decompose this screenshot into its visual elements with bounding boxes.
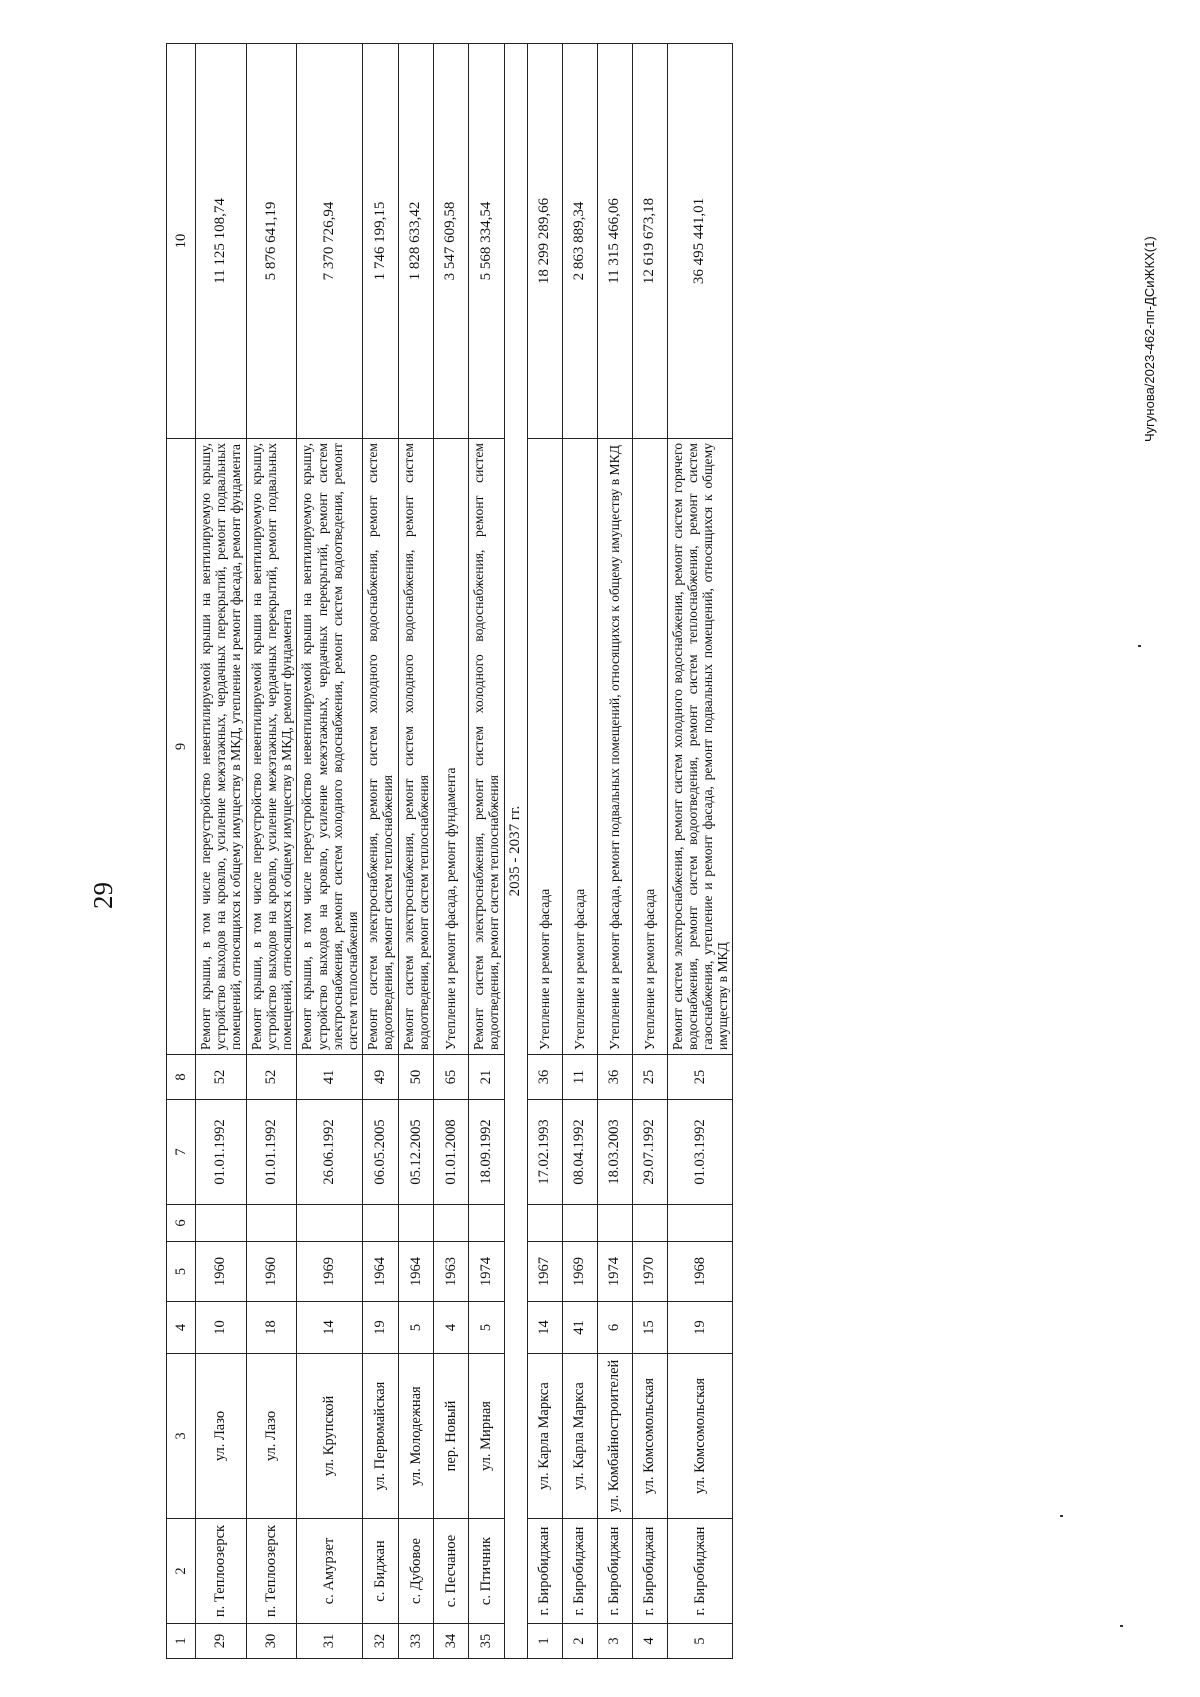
cell-col6 — [398, 1205, 433, 1242]
cell-no: 33 — [398, 1624, 433, 1659]
cell-no: 29 — [196, 1624, 247, 1659]
cell-settlement: г. Биробиджан — [667, 1519, 733, 1624]
cell-sum: 11 125 108,74 — [196, 44, 247, 439]
cell-wear: 36 — [597, 1055, 632, 1100]
cell-year: 1963 — [434, 1242, 469, 1302]
cell-wear: 49 — [363, 1055, 398, 1100]
table-row — [363, 44, 398, 1659]
cell-wear: 52 — [246, 1055, 297, 1100]
header-cell: 2 — [167, 1519, 196, 1624]
cell-sum: 2 863 889,34 — [562, 44, 597, 439]
cell-sum: 1 746 199,15 — [363, 44, 398, 439]
header-cell: 4 — [167, 1302, 196, 1354]
cell-col6 — [597, 1205, 632, 1242]
cell-date: 18.03.2003 — [597, 1100, 632, 1205]
cell-street: ул. Крупской — [297, 1354, 363, 1519]
cell-year: 1970 — [632, 1242, 667, 1302]
cell-wear: 25 — [667, 1055, 733, 1100]
cell-wear: 41 — [297, 1055, 363, 1100]
cell-works: Утепление и ремонт фасада — [527, 439, 562, 1055]
cell-house: 18 — [246, 1302, 297, 1354]
header-cell: 9 — [167, 439, 196, 1055]
cell-col6 — [667, 1205, 733, 1242]
page-number: 29 — [88, 882, 118, 909]
capital-repair-table — [166, 43, 733, 1659]
cell-settlement: г. Биробиджан — [527, 1519, 562, 1624]
cell-settlement: г. Биробиджан — [562, 1519, 597, 1624]
cell-settlement: п. Теплоозерск — [196, 1519, 247, 1624]
cell-sum: 5 876 641,19 — [246, 44, 297, 439]
cell-date: 05.12.2005 — [398, 1100, 433, 1205]
cell-no: 35 — [469, 1624, 504, 1659]
cell-no: 2 — [562, 1624, 597, 1659]
table-row — [196, 44, 247, 1659]
cell-col6 — [469, 1205, 504, 1242]
cell-works: Ремонт крыши, в том числе переустройство невентилируемой крыши на вентилируемую крышу, устройство выходов на кровлю, усиление межэтажных, чердачных перекрытий, ремонт подвальных помещений, относящихся к общему имуществу в МКД, ремонт фундамента — [246, 439, 297, 1055]
table-row — [246, 44, 297, 1659]
scan-speck — [1120, 1625, 1123, 1627]
cell-street: ул. Мирная — [469, 1354, 504, 1519]
cell-wear: 25 — [632, 1055, 667, 1100]
table-row — [398, 44, 433, 1659]
cell-wear: 52 — [196, 1055, 247, 1100]
scan-speck — [1138, 645, 1141, 647]
cell-house: 5 — [469, 1302, 504, 1354]
cell-house: 14 — [297, 1302, 363, 1354]
cell-col6 — [527, 1205, 562, 1242]
cell-works: Ремонт крыши, в том числе переустройство невентилируемой крыши на вентилируемую крышу, устройство выходов на кровлю, усиление межэтажных, чердачных перекрытий, ремонт систем электроснабжения, ремонт систем холодного водоснабжения, ремонт систем водоотведения, ремонт систем теплоснабжения — [297, 439, 363, 1055]
table-row — [667, 44, 733, 1659]
cell-no: 5 — [667, 1624, 733, 1659]
cell-sum: 5 568 334,54 — [469, 44, 504, 439]
table-row — [527, 44, 562, 1659]
cell-street: ул. Лазо — [196, 1354, 247, 1519]
cell-street: ул. Комсомольская — [632, 1354, 667, 1519]
cell-works: Ремонт систем электроснабжения, ремонт систем холодного водоснабжения, ремонт систем водоотведения, ремонт систем теплоснабжения — [398, 439, 433, 1055]
cell-works: Утепление и ремонт фасада, ремонт фундамента — [434, 439, 469, 1055]
header-cell: 7 — [167, 1100, 196, 1205]
cell-date: 01.01.1992 — [196, 1100, 247, 1205]
cell-street: ул. Первомайская — [363, 1354, 398, 1519]
header-cell: 8 — [167, 1055, 196, 1100]
period-label: 2035 - 2037 гг. — [504, 44, 527, 1659]
cell-year: 1964 — [398, 1242, 433, 1302]
cell-no: 4 — [632, 1624, 667, 1659]
cell-settlement: с. Песчаное — [434, 1519, 469, 1624]
cell-house: 14 — [527, 1302, 562, 1354]
header-cell: 10 — [167, 44, 196, 439]
table-row — [434, 44, 469, 1659]
table-row — [562, 44, 597, 1659]
cell-date: 26.06.1992 — [297, 1100, 363, 1205]
cell-date: 18.09.1992 — [469, 1100, 504, 1205]
cell-settlement: г. Биробиджан — [632, 1519, 667, 1624]
cell-street: ул. Лазо — [246, 1354, 297, 1519]
cell-date: 29.07.1992 — [632, 1100, 667, 1205]
cell-year: 1968 — [667, 1242, 733, 1302]
cell-year: 1974 — [597, 1242, 632, 1302]
table-row — [297, 44, 363, 1659]
cell-sum: 3 547 609,58 — [434, 44, 469, 439]
cell-no: 34 — [434, 1624, 469, 1659]
cell-date: 01.01.1992 — [246, 1100, 297, 1205]
cell-year: 1969 — [297, 1242, 363, 1302]
cell-col6 — [562, 1205, 597, 1242]
cell-settlement: с. Птичник — [469, 1519, 504, 1624]
cell-no: 32 — [363, 1624, 398, 1659]
cell-street: ул. Карла Маркса — [562, 1354, 597, 1519]
cell-col6 — [363, 1205, 398, 1242]
cell-wear: 36 — [527, 1055, 562, 1100]
cell-street: ул. Комбайностроителей — [597, 1354, 632, 1519]
header-cell: 1 — [167, 1624, 196, 1659]
cell-street: ул. Карла Маркса — [527, 1354, 562, 1519]
cell-sum: 18 299 289,66 — [527, 44, 562, 439]
cell-col6 — [196, 1205, 247, 1242]
cell-street: ул. Молодежная — [398, 1354, 433, 1519]
cell-sum: 7 370 726,94 — [297, 44, 363, 439]
cell-wear: 65 — [434, 1055, 469, 1100]
cell-year: 1960 — [196, 1242, 247, 1302]
cell-date: 17.02.1993 — [527, 1100, 562, 1205]
cell-street: пер. Новый — [434, 1354, 469, 1519]
cell-year: 1964 — [363, 1242, 398, 1302]
cell-works: Ремонт систем электроснабжения, ремонт систем холодного водоснабжения, ремонт систем горячего водоснабжения, ремонт систем водоотведения, ремонт систем теплоснабжения, ремонт систем газоснабжения, утепление и ремонт фасада, ремонт подвальных помещений, относящихся к общему имуществу в МКД — [667, 439, 733, 1055]
cell-house: 19 — [363, 1302, 398, 1354]
scan-speck — [1060, 1515, 1063, 1517]
cell-settlement: с. Биджан — [363, 1519, 398, 1624]
cell-year: 1967 — [527, 1242, 562, 1302]
cell-sum: 11 315 466,06 — [597, 44, 632, 439]
cell-settlement: с. Амурзет — [297, 1519, 363, 1624]
period-row — [504, 44, 527, 1659]
cell-wear: 50 — [398, 1055, 433, 1100]
cell-house: 10 — [196, 1302, 247, 1354]
cell-col6 — [632, 1205, 667, 1242]
header-cell: 5 — [167, 1242, 196, 1302]
cell-date: 01.01.2008 — [434, 1100, 469, 1205]
cell-works: Ремонт систем электроснабжения, ремонт систем холодного водоснабжения, ремонт систем водоотведения, ремонт систем теплоснабжения — [469, 439, 504, 1055]
cell-settlement: с. Дубовое — [398, 1519, 433, 1624]
cell-works: Утепление и ремонт фасада — [562, 439, 597, 1055]
cell-house: 41 — [562, 1302, 597, 1354]
cell-no: 31 — [297, 1624, 363, 1659]
cell-house: 5 — [398, 1302, 433, 1354]
cell-works: Ремонт крыши, в том числе переустройство невентилируемой крыши на вентилируемую крышу, устройство выходов на кровлю, усиление межэтажных, чердачных перекрытий, ремонт подвальных помещений, относящихся к общему имуществу в МКД, утепление и ремонт фасада, ремонт фундамента — [196, 439, 247, 1055]
header-cell: 3 — [167, 1354, 196, 1519]
cell-works: Утепление и ремонт фасада, ремонт подвальных помещений, относящихся к общему имуществу в МКД — [597, 439, 632, 1055]
cell-date: 01.03.1992 — [667, 1100, 733, 1205]
cell-street: ул. Комсомольская — [667, 1354, 733, 1519]
cell-no: 3 — [597, 1624, 632, 1659]
cell-date: 08.04.1992 — [562, 1100, 597, 1205]
cell-sum: 12 619 673,18 — [632, 44, 667, 439]
cell-wear: 21 — [469, 1055, 504, 1100]
cell-col6 — [434, 1205, 469, 1242]
table-row — [597, 44, 632, 1659]
cell-year: 1974 — [469, 1242, 504, 1302]
cell-year: 1960 — [246, 1242, 297, 1302]
cell-house: 4 — [434, 1302, 469, 1354]
cell-wear: 11 — [562, 1055, 597, 1100]
header-row — [167, 44, 196, 1659]
table-row — [632, 44, 667, 1659]
header-cell: 6 — [167, 1205, 196, 1242]
document-code: Чугунова/2023-462-пп-ДСиЖКХ(1) — [1142, 236, 1157, 442]
cell-house: 19 — [667, 1302, 733, 1354]
cell-col6 — [297, 1205, 363, 1242]
cell-year: 1969 — [562, 1242, 597, 1302]
cell-col6 — [246, 1205, 297, 1242]
cell-sum: 36 495 441,01 — [667, 44, 733, 439]
cell-no: 30 — [246, 1624, 297, 1659]
cell-house: 15 — [632, 1302, 667, 1354]
cell-sum: 1 828 633,42 — [398, 44, 433, 439]
cell-works: Утепление и ремонт фасада — [632, 439, 667, 1055]
cell-settlement: г. Биробиджан — [597, 1519, 632, 1624]
cell-no: 1 — [527, 1624, 562, 1659]
cell-house: 6 — [597, 1302, 632, 1354]
cell-settlement: п. Теплоозерск — [246, 1519, 297, 1624]
cell-date: 06.05.2005 — [363, 1100, 398, 1205]
table-row — [469, 44, 504, 1659]
cell-works: Ремонт систем электроснабжения, ремонт систем холодного водоснабжения, ремонт систем водоотведения, ремонт систем теплоснабжения — [363, 439, 398, 1055]
